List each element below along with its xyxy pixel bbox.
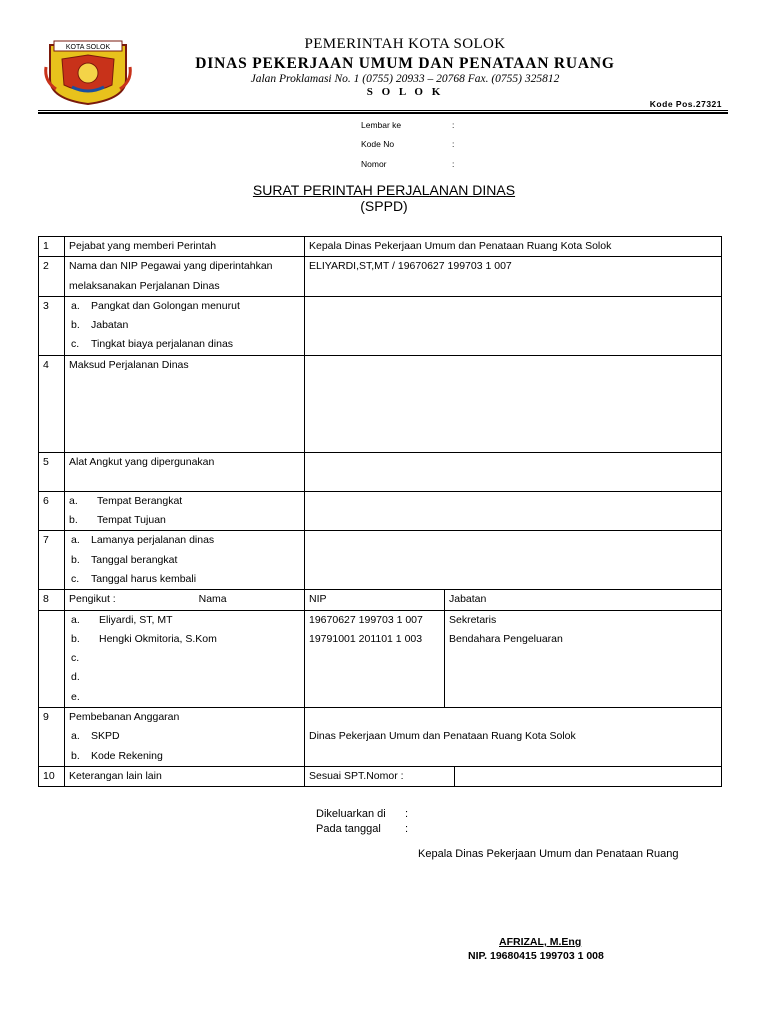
row-label: Maksud Perjalanan Dinas — [65, 355, 305, 452]
meta-colon: : — [452, 159, 455, 169]
header-line-address: Jalan Proklamasi No. 1 (0755) 20933 – 20768 Fax. (0755) 325812 — [250, 73, 560, 85]
list-item: 19791001 201101 1 003 — [309, 632, 423, 645]
sub-item: c. Tanggal harus kembali — [71, 572, 197, 585]
sub-item: c. Tingkat biaya perjalanan dinas — [71, 338, 234, 351]
list-item: e. — [71, 690, 80, 703]
list-item: 19670627 199703 1 007 — [309, 613, 423, 626]
row-label — [65, 590, 305, 610]
row-value: ELIYARDI,ST,MT / 19670627 199703 1 007 — [305, 257, 722, 297]
sub-item: a. Pangkat dan Golongan menurut — [71, 299, 240, 312]
row-label — [65, 296, 305, 355]
header-line-city: S O L O K — [366, 86, 444, 98]
table-row — [39, 491, 722, 531]
letterhead-divider-thick — [38, 112, 728, 114]
row-number-empty — [39, 610, 65, 707]
postal-code: Kode Pos.27321 — [649, 99, 722, 109]
signer-position: Kepala Dinas Pekerjaan Umum dan Penataan Ruang — [418, 848, 679, 860]
row-number: 4 — [39, 355, 65, 452]
row-label: Alat Angkut yang dipergunakan — [65, 452, 305, 491]
row-label — [65, 491, 305, 531]
row-label — [65, 708, 305, 767]
pengikut-nips — [305, 610, 445, 707]
list-item: d. — [71, 671, 80, 684]
table-row — [39, 237, 722, 257]
row-value-empty — [305, 531, 722, 590]
sub-item: b. Tanggal berangkat — [71, 553, 178, 566]
skpd-value: Dinas Pekerjaan Umum dan Penataan Ruang Kota Solok — [309, 730, 576, 743]
row-value: Kepala Dinas Pekerjaan Umum dan Penataan Ruang Kota Solok — [305, 237, 722, 257]
nama-header: Nama — [198, 593, 227, 606]
table-row — [39, 766, 722, 786]
pada-tanggal-label: Pada tanggal — [316, 823, 381, 835]
dikeluarkan-label: Dikeluarkan di — [316, 808, 386, 820]
sub-item: b. Kode Rekening — [71, 749, 163, 762]
logo-text: KOTA SOLOK — [65, 44, 111, 51]
row-number: 9 — [39, 708, 65, 767]
sub-item: a. SKPD — [71, 730, 120, 743]
row-value-empty — [305, 296, 722, 355]
row-value-empty — [455, 766, 722, 786]
row-number: 6 — [39, 491, 65, 531]
city-emblem-logo — [42, 37, 134, 105]
table-row — [39, 452, 722, 491]
jabatan-header: Jabatan — [445, 590, 722, 610]
table-row — [39, 531, 722, 590]
table-row — [39, 708, 722, 767]
row-label-line: Nama dan NIP Pegawai yang diperintahkan — [69, 260, 273, 273]
table-row — [39, 610, 722, 707]
list-item: c. — [71, 652, 80, 665]
list-item: b. Hengki Okmitoria, S.Kom — [71, 632, 217, 645]
sub-item: a. Lamanya perjalanan dinas — [71, 534, 215, 547]
nip-header: NIP — [305, 590, 445, 610]
meta-colon: : — [452, 120, 455, 130]
table-row — [39, 296, 722, 355]
row-number: 1 — [39, 237, 65, 257]
sppd-form-table — [38, 236, 722, 787]
row-value-empty — [305, 452, 722, 491]
table-row — [39, 257, 722, 297]
row-number: 7 — [39, 531, 65, 590]
row-number: 5 — [39, 452, 65, 491]
list-item: Bendahara Pengeluaran — [449, 632, 563, 645]
row-label: Keterangan lain lain — [65, 766, 305, 786]
meta-kode-label: Kode No — [361, 139, 395, 149]
pengikut-names — [65, 610, 305, 707]
meta-colon: : — [452, 139, 455, 149]
table-row — [39, 590, 722, 610]
row-number: 3 — [39, 296, 65, 355]
document-subtitle: (SPPD) — [360, 198, 408, 214]
row-label: Pejabat yang memberi Perintah — [65, 237, 305, 257]
row-value-empty — [305, 491, 722, 531]
table-row — [39, 355, 722, 452]
sub-item: a. Tempat Berangkat — [69, 494, 183, 507]
pengikut-label: Pengikut : — [69, 593, 116, 606]
row-number: 10 — [39, 766, 65, 786]
row-label — [65, 531, 305, 590]
signer-name: AFRIZAL, M.Eng — [499, 936, 582, 948]
header-line-department: DINAS PEKERJAAN UMUM DAN PENATAAN RUANG — [195, 55, 615, 72]
meta-nomor-label: Nomor — [361, 159, 387, 169]
footer-colon: : — [405, 808, 409, 820]
footer-colon: : — [405, 823, 409, 835]
row-label-line: Pembebanan Anggaran — [69, 711, 180, 724]
sub-item: b. Tempat Tujuan — [69, 514, 166, 527]
pengikut-jabatans — [445, 610, 722, 707]
row-value — [305, 708, 722, 767]
letterhead-divider — [38, 110, 728, 111]
list-item: a. Eliyardi, ST, MT — [71, 613, 173, 626]
row-value-empty — [305, 355, 722, 452]
header-line-government: PEMERINTAH KOTA SOLOK — [304, 36, 506, 52]
list-item: Sekretaris — [449, 613, 497, 626]
signer-nip: NIP. 19680415 199703 1 008 — [468, 950, 604, 962]
row-label — [65, 257, 305, 297]
document-title: SURAT PERINTAH PERJALANAN DINAS — [252, 182, 516, 198]
row-number: 8 — [39, 590, 65, 610]
meta-lembar-label: Lembar ke — [361, 120, 402, 130]
row-number: 2 — [39, 257, 65, 297]
row-value: Sesuai SPT.Nomor : — [305, 766, 455, 786]
row-label-line: melaksanakan Perjalanan Dinas — [69, 279, 220, 292]
sub-item: b. Jabatan — [71, 319, 129, 332]
